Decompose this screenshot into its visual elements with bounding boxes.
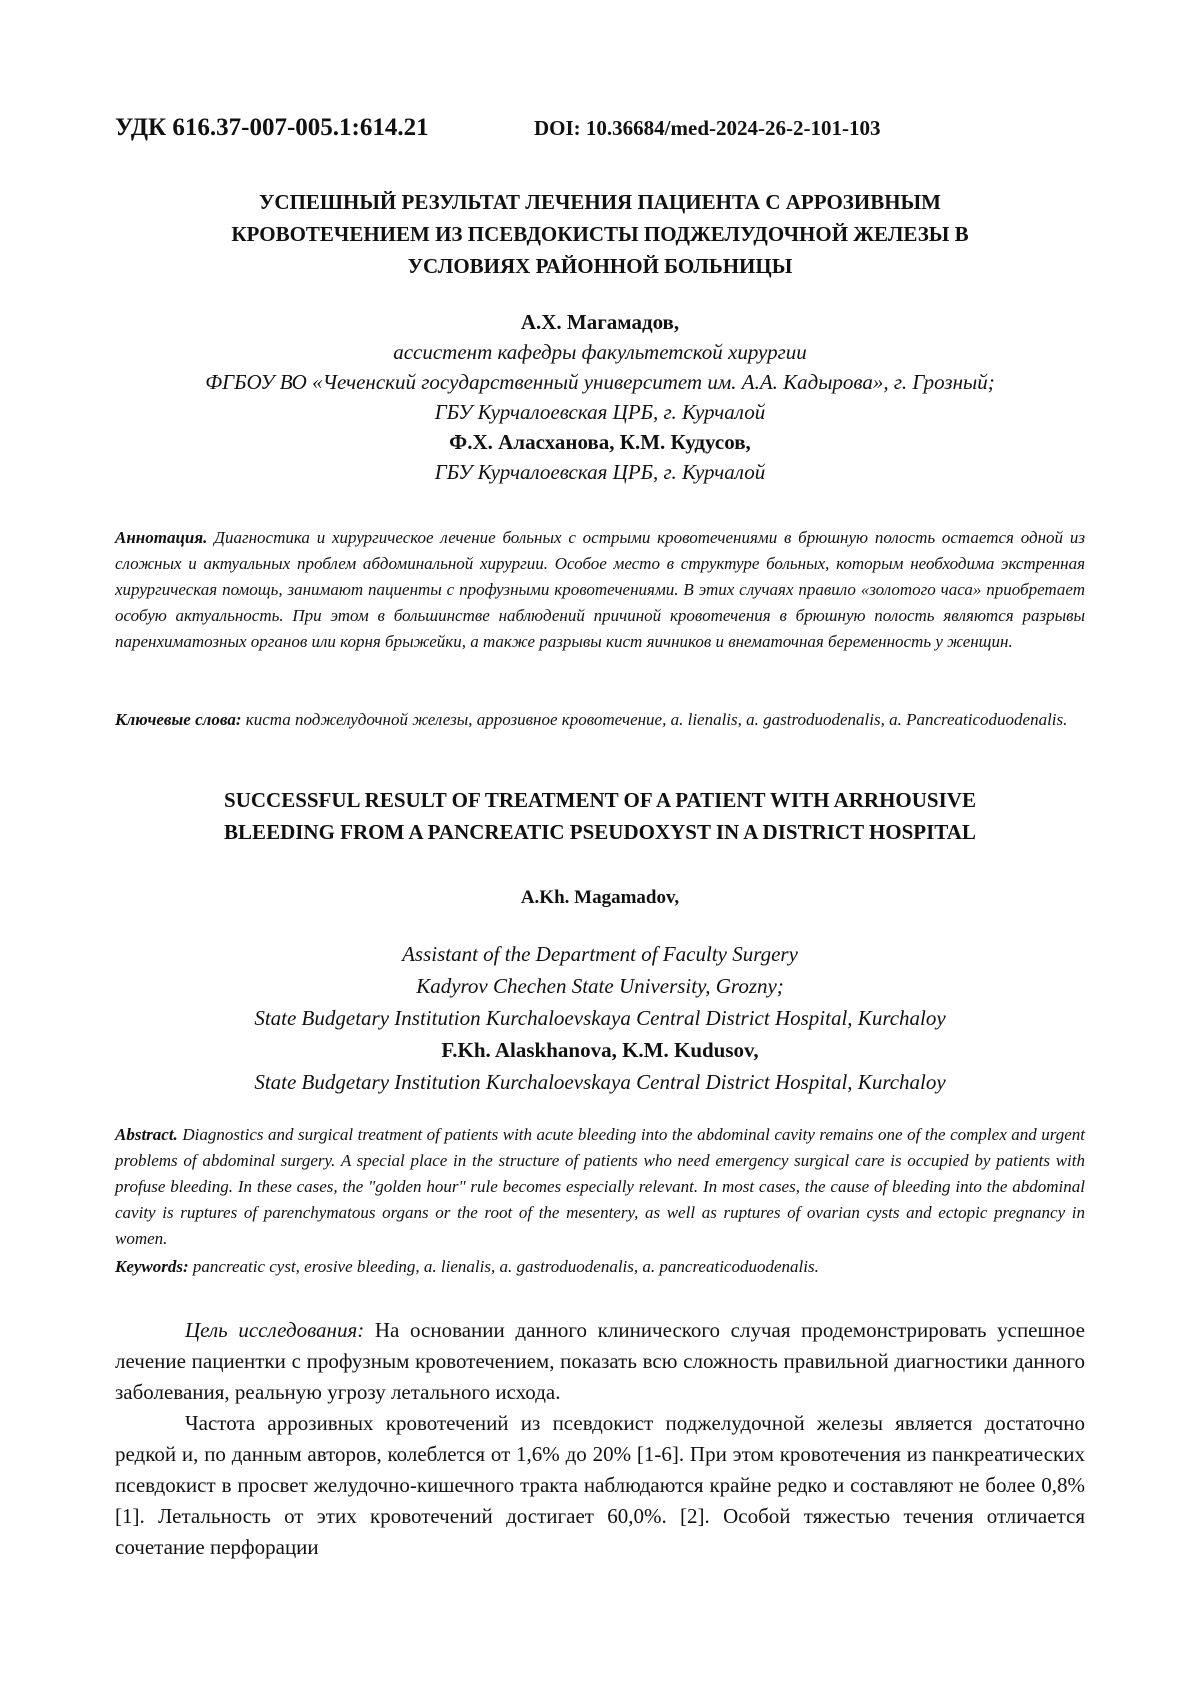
en-keywords-label: Keywords: xyxy=(115,1257,189,1276)
en-authors-2-hospital: State Budgetary Institution Kurchaloevskaya Central District Hospital, Kurchaloy xyxy=(115,1066,1085,1098)
en-author-1-university: Kadyrov Chechen State University, Grozny; xyxy=(115,970,1085,1002)
en-author-1-position: Assistant of the Department of Faculty Surgery xyxy=(115,938,1085,970)
en-article-title xyxy=(115,784,1085,848)
body-paragraph-goal xyxy=(115,1315,1085,1408)
goal-text: На основании данного клинического случая продемонстрировать успешное лечение пациентки с профузным кровотечением, показать всю сложность правильной диагностики данного заболевания, реальную угрозу летального исхода. xyxy=(115,1318,1085,1404)
en-abstract xyxy=(115,1122,1085,1252)
en-title-line: BLEEDING FROM A PANCREATIC PSEUDOXYST IN A DISTRICT HOSPITAL xyxy=(115,816,1085,848)
en-abstract-label: Abstract. xyxy=(115,1125,178,1144)
ru-title-line: КРОВОТЕЧЕНИЕМ ИЗ ПСЕВДОКИСТЫ ПОДЖЕЛУДОЧНОЙ ЖЕЛЕЗЫ В xyxy=(115,218,1085,250)
ru-keywords xyxy=(115,707,1085,733)
ru-keywords-label: Ключевые слова: xyxy=(115,710,242,729)
en-author-1-hospital: State Budgetary Institution Kurchaloevskaya Central District Hospital, Kurchaloy xyxy=(115,1002,1085,1034)
ru-authors-2: Ф.Х. Аласханова, К.М. Кудусов, xyxy=(115,426,1085,458)
article-body xyxy=(115,1315,1085,1563)
ru-title-line: УСЛОВИЯХ РАЙОННОЙ БОЛЬНИЦЫ xyxy=(115,250,1085,282)
ru-author-1: А.Х. Магамадов, xyxy=(115,306,1085,338)
en-title-line: SUCCESSFUL RESULT OF TREATMENT OF A PATIENT WITH ARRHOUSIVE xyxy=(115,784,1085,816)
en-author-1: A.Kh. Magamadov, xyxy=(115,882,1085,914)
ru-author-1-university: ФГБОУ ВО «Чеченский государственный университет им. А.А. Кадырова», г. Грозный; xyxy=(115,366,1085,398)
ru-title-line: УСПЕШНЫЙ РЕЗУЛЬТАТ ЛЕЧЕНИЯ ПАЦИЕНТА С АРРОЗИВНЫМ xyxy=(115,186,1085,218)
goal-label: Цель исследования: xyxy=(185,1318,364,1342)
en-keywords-text: pancreatic cyst, erosive bleeding, a. lienalis, a. gastroduodenalis, a. pancreaticoduodenalis. xyxy=(189,1257,819,1276)
ru-abstract-text: Диагностика и хирургическое лечение больных с острыми кровотечениями в брюшную полость остается одной из сложных и актуальных проблем абдоминальной хирургии. Особое место в структуре больных, которым необходима экстренная хирургическая помощь, занимают пациенты с профузными кровотечениями. В этих случаях правило «золотого часа» приобретает особую актуальность. При этом в большинстве наблюдений причиной кровотечения в брюшную полость являются разрывы паренхиматозных органов или корня брыжейки, а также разрывы кист яичников и внематочная беременность у женщин. xyxy=(115,528,1085,651)
udk-code: УДК 616.37-007-005.1:614.21 xyxy=(115,114,429,142)
en-keywords xyxy=(115,1254,1085,1280)
ru-author-1-hospital: ГБУ Курчалоевская ЦРБ, г. Курчалой xyxy=(115,396,1085,428)
body-paragraph-2: Частота аррозивных кровотечений из псевдокист поджелудочной железы является достаточно редкой и, по данным авторов, колеблется от 1,6% до 20% [1-6]. При этом кровотечения из панкреатических псевдокист в просвет желудочно-кишечного тракта наблюдаются крайне редко и составляют не более 0,8% [1]. Летальность от этих кровотечений достигает 60,0%. [2]. Особой тяжестью течения отличается сочетание перфорации xyxy=(115,1408,1085,1563)
ru-article-title xyxy=(115,186,1085,282)
en-abstract-text: Diagnostics and surgical treatment of patients with acute bleeding into the abdominal cavity remains one of the complex and urgent problems of abdominal surgery. A special place in the structure of patients who need emergency surgical care is occupied by patients with profuse bleeding. In these cases, the "golden hour" rule becomes especially relevant. In most cases, the cause of bleeding into the abdominal cavity is ruptures of parenchymatous organs or the root of the mesentery, as well as ruptures of ovarian cysts and ectopic pregnancy in women. xyxy=(115,1125,1085,1248)
en-authors-2: F.Kh. Alaskhanova, K.M. Kudusov, xyxy=(115,1034,1085,1066)
ru-keywords-text: киста поджелудочной железы, аррозивное кровотечение, a. lienalis, a. gastroduodenalis, a. Pancreaticoduodenalis. xyxy=(242,710,1068,729)
ru-author-1-position: ассистент кафедры факультетской хирургии xyxy=(115,336,1085,368)
ru-abstract-label: Аннотация. xyxy=(115,528,207,547)
ru-authors-2-hospital: ГБУ Курчалоевская ЦРБ, г. Курчалой xyxy=(115,456,1085,488)
ru-abstract xyxy=(115,525,1085,655)
doi-identifier: DOI: 10.36684/med-2024-26-2-101-103 xyxy=(534,116,880,141)
article-page xyxy=(0,0,1200,1697)
